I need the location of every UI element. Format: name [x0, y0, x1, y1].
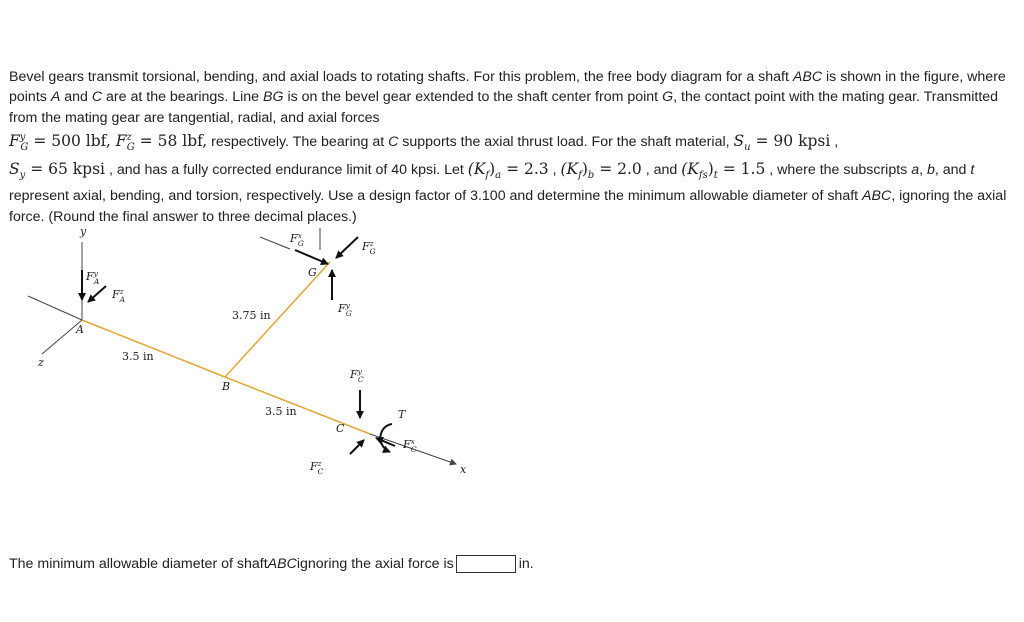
force-a-y-label: [85, 269, 100, 286]
math-sub: u: [744, 142, 751, 154]
math-paren: ): [707, 159, 714, 178]
z-axis-label: z: [38, 356, 44, 369]
force-a-z-label: [111, 287, 126, 304]
force-sub: C: [357, 375, 364, 384]
force-sup: y: [357, 367, 362, 376]
text-fragment: , and has a fully corrected endurance limit of 40 kpsi. Let: [105, 161, 468, 178]
force-symbol: F: [350, 368, 358, 381]
force-g-z-label: [361, 239, 376, 256]
subscript-label: a: [911, 161, 920, 178]
math-sub: f: [485, 169, 490, 181]
math-sub: f: [578, 169, 582, 181]
answer-input[interactable]: [456, 555, 516, 573]
answer-line: [9, 554, 534, 574]
sy-math: [9, 159, 105, 181]
math-symbol: (K: [681, 159, 699, 178]
force-sub: A: [93, 277, 100, 286]
force-sup: z: [369, 239, 374, 248]
math-paren: ): [581, 159, 588, 178]
math-symbol: F: [115, 132, 127, 151]
force-a-z-arrow: [88, 286, 106, 302]
force-g-x-arrow: [295, 250, 328, 264]
math-sub: a: [495, 169, 502, 181]
text-fragment: , the contact point with the mating gear. Transmitted from the mating gear are tangential, radial, and axial forces: [9, 89, 999, 126]
shaft-label: ABC: [862, 188, 892, 205]
problem-statement: [9, 67, 1009, 227]
shaft-extension-left: [28, 296, 82, 320]
math-sub: G: [20, 142, 29, 154]
force-symbol: F: [290, 232, 298, 245]
kfa-math: [467, 159, 549, 181]
dimension-bc: 3.5 in: [265, 405, 297, 418]
text-fragment: represent axial, bending, and torsion, respectively. Use a design factor of 3.100 and determine the minimum allowable diameter of shaft: [9, 188, 863, 205]
math-sub: fs: [698, 169, 708, 181]
y-axis-label: y: [80, 225, 87, 238]
force-symbol: F: [403, 438, 411, 451]
answer-shaft-label: ABC: [267, 556, 297, 572]
subscript-label: t: [970, 161, 975, 178]
force-g-x-label: [289, 231, 304, 248]
force-sub: C: [410, 445, 417, 454]
line-label: BG: [263, 89, 284, 106]
point-a-label: A: [76, 323, 84, 336]
diagram-svg: [20, 220, 490, 490]
point-label: C: [91, 89, 103, 106]
math-sub: t: [713, 169, 718, 181]
text-fragment: is on the bevel gear extended to the shaft center from point: [283, 89, 663, 106]
su-math: [733, 132, 831, 154]
force-g-z-arrow: [336, 237, 358, 258]
math-value: = 2.0: [594, 159, 642, 178]
math-value: = 65 kpsi: [25, 159, 105, 178]
text-fragment: , where the subscripts: [765, 161, 912, 178]
kfs-math: [681, 159, 766, 181]
math-value: = 500 lbf,: [28, 132, 116, 151]
force-symbol: F: [338, 302, 346, 315]
x-axis-label: x: [460, 463, 467, 476]
text-fragment: and: [60, 89, 92, 106]
math-symbol: S: [9, 159, 20, 178]
force-sub: G: [369, 247, 376, 256]
force-sup: x: [297, 231, 302, 240]
force-sub: G: [297, 239, 304, 248]
math-symbol: (K: [467, 159, 486, 178]
force-sup: x: [410, 437, 415, 446]
text-fragment: ,: [548, 161, 561, 178]
force-symbol: F: [310, 460, 318, 473]
math-value: = 2.3: [501, 159, 549, 178]
text-fragment: , and: [934, 161, 971, 178]
force-symbol: F: [86, 270, 94, 283]
gear-x-reference-line: [260, 237, 290, 249]
math-value: = 58 lbf,: [134, 132, 208, 151]
shaft-ab: [82, 320, 225, 377]
force-fgy-math: [9, 132, 208, 154]
dimension-bg: 3.75 in: [232, 309, 271, 322]
dimension-ab: 3.5 in: [122, 350, 154, 363]
text-fragment: respectively. The bearing at: [207, 134, 389, 151]
subscript-label: b: [926, 161, 935, 178]
point-label: G: [662, 89, 674, 106]
text-fragment: supports the axial thrust load. For the shaft material,: [398, 134, 734, 151]
math-sub: G: [126, 142, 135, 154]
shaft-label: ABC: [792, 69, 823, 85]
force-sup: y: [345, 301, 350, 310]
force-c-z-label: [309, 459, 324, 476]
force-sub: G: [345, 309, 352, 318]
text-fragment: , and: [641, 161, 682, 178]
point-b-label: B: [222, 380, 231, 393]
free-body-diagram: [20, 220, 490, 490]
text-fragment: , ignoring the axial force. (Round the final answer to three decimal places.): [9, 188, 1007, 225]
math-sup: y: [19, 132, 26, 144]
text-fragment: is shown in the figure, where points: [9, 69, 1006, 106]
point-c-label: C: [336, 422, 345, 435]
math-sub: b: [587, 169, 595, 181]
force-sub: A: [119, 295, 126, 304]
force-sub: C: [317, 467, 324, 476]
problem-text: [9, 67, 1009, 227]
math-symbol: (K: [560, 159, 579, 178]
kfb-math: [560, 159, 642, 181]
point-label: C: [388, 134, 399, 151]
answer-unit: in.: [518, 556, 534, 572]
force-symbol: F: [362, 240, 370, 253]
force-symbol: F: [112, 288, 120, 301]
text-fragment: ,: [830, 134, 839, 151]
math-paren: ): [489, 159, 496, 178]
force-sup: z: [119, 287, 124, 296]
math-sup: z: [126, 132, 132, 144]
force-c-x-label: [402, 437, 417, 454]
math-value: = 90 kpsi: [750, 132, 831, 151]
force-c-z-arrow: [350, 440, 364, 454]
math-sub: y: [19, 169, 26, 181]
text-fragment: ,: [919, 161, 927, 178]
shaft-bc: [225, 377, 370, 434]
math-symbol: S: [733, 132, 745, 151]
torque-label: T: [398, 408, 406, 421]
math-symbol: F: [9, 132, 20, 151]
answer-prefix: The minimum allowable diameter of shaft: [9, 556, 268, 572]
text-fragment: Bevel gears transmit torsional, bending, and axial loads to rotating shafts. For this problem, the free body diagram for a shaft: [9, 69, 793, 85]
answer-middle: ignoring the axial force is: [296, 556, 454, 572]
force-c-y-label: [349, 367, 364, 384]
force-sup: y: [93, 269, 98, 278]
point-g-label: G: [308, 266, 317, 279]
force-sup: z: [317, 459, 322, 468]
force-g-y-label: [337, 301, 352, 318]
text-fragment: are at the bearings. Line: [102, 89, 263, 106]
point-label: A: [50, 89, 61, 106]
math-value: = 1.5: [717, 159, 766, 178]
